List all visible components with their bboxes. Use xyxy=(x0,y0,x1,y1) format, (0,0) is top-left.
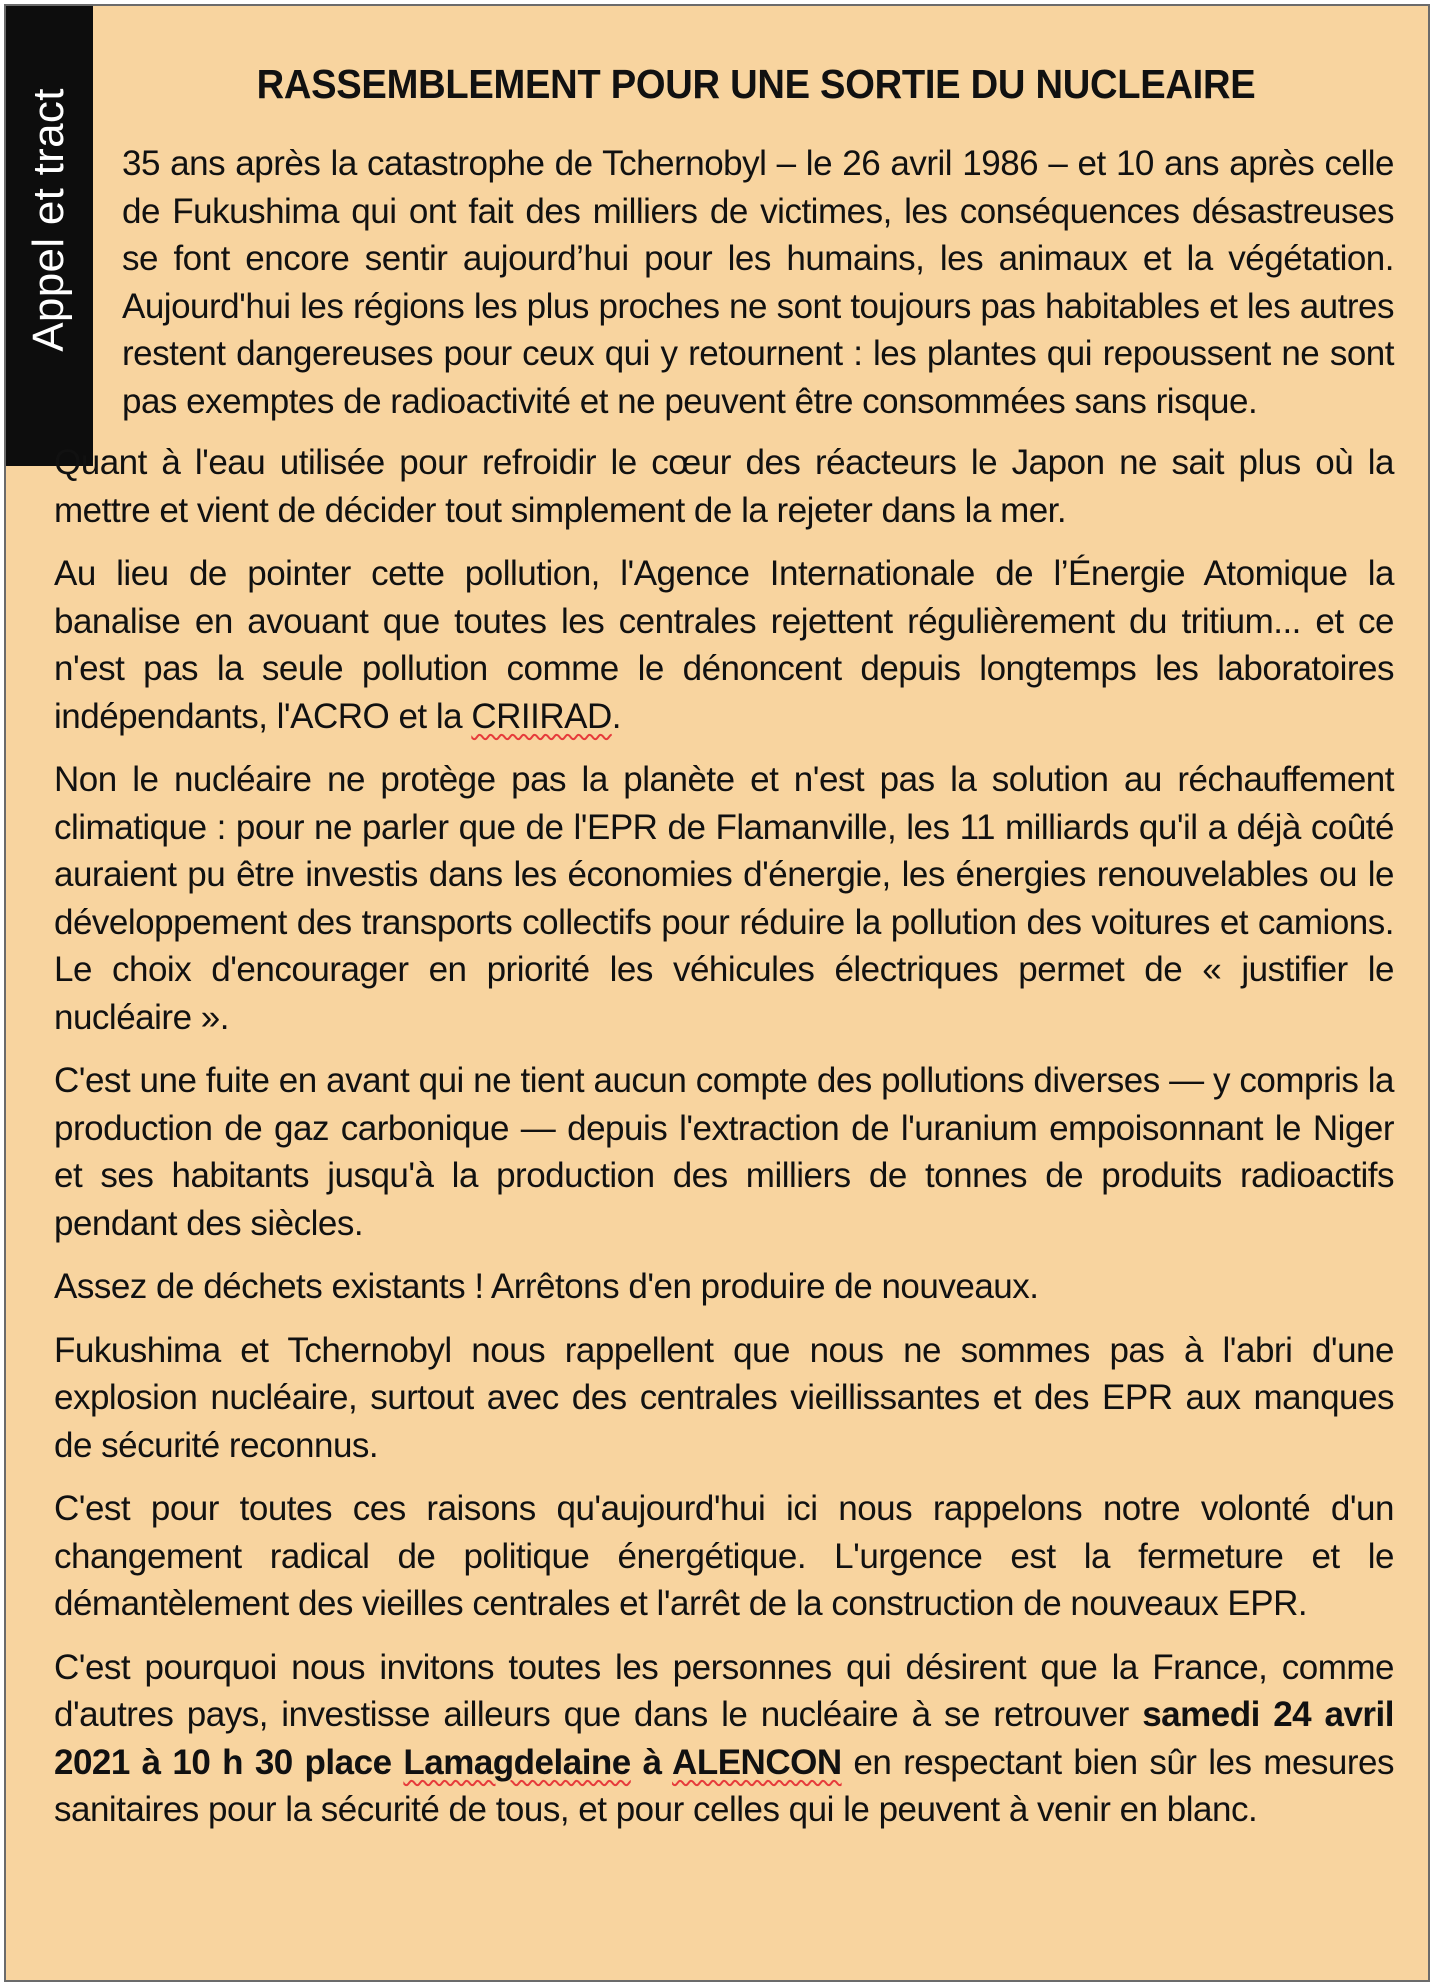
paragraph-water: Quant à l'eau utilisée pour refroidir le cœur des réacteurs le Japon ne sait plus où la mettre et vient de décider tout simplement de la rejeter dans la mer. xyxy=(54,443,1394,530)
paragraph-iaea xyxy=(54,550,1394,740)
paragraph-pollution: C'est une fuite en avant qui ne tient aucun compte des pollutions diverses — y compris la production de gaz carbonique — depuis l'extraction de l'uranium empoisonnant le Niger et ses habitants jusqu'à la production des milliers de tonnes de produits radioactifs pendant des siècles. xyxy=(54,1061,1394,1243)
spellcheck-flag-criirad: CRIIRAD xyxy=(471,696,612,736)
event-place: Lamagdelaine xyxy=(403,1742,631,1782)
event-city: ALENCON xyxy=(672,1742,842,1782)
paragraph-intro: 35 ans après la catastrophe de Tchernobyl – le 26 avril 1986 – et 10 ans après celle de Fukushima qui ont fait des milliers de victimes, les conséquences désastreuses se font encore sentir aujourd’hui pour les humains, les animaux et la végétation. Aujourd'hui les régions les plus proches ne sont toujours pas habitables et les autres restent dangereuses pour ceux qui y retournent : les plantes qui repoussent ne sont pas exemptes de radioactivité et ne peuvent être consommées sans risque. xyxy=(122,144,1394,421)
paragraph-iaea-end: . xyxy=(611,696,621,736)
invitation-intro: C'est pourquoi nous invitons toutes les personnes qui désirent que la France, comme d'autres pays, investisse ailleurs que dans le nucléaire à se retrouver xyxy=(54,1647,1394,1734)
invitation-outro: en respectant bien sûr les mesures sanitaires pour la sécurité de tous, et pour celles qui le peuvent à venir en blanc. xyxy=(54,1742,1394,1829)
page-title: RASSEMBLEMENT POUR UNE SORTIE DU NUCLEAIRE xyxy=(256,61,1256,107)
body-text xyxy=(54,140,1394,1850)
event-connector: à xyxy=(630,1742,673,1782)
paragraph-waste: Assez de déchets existants ! Arrêtons d'en produire de nouveaux. xyxy=(54,1267,1039,1306)
side-tab-label: Appel et tract xyxy=(24,88,73,352)
event-date-time: samedi 24 avril 2021 à 10 h 30 place xyxy=(54,1695,1394,1782)
paragraph-reminder: Fukushima et Tchernobyl nous rappellent que nous ne sommes pas à l'abri d'une explosion nucléaire, surtout avec des centrales vieillissantes et des EPR aux manques de sécurité reconnus. xyxy=(54,1330,1394,1465)
paragraph-climate: Non le nucléaire ne protège pas la planète et n'est pas la solution au réchauffement climatique : pour ne parler que de l'EPR de Flamanville, les 11 milliards qu'il a déjà coûté auraient pu être investis dans les économies d'énergie, les énergies renouvelables ou le développement des transports collectifs pour réduire la pollution des voitures et camions. Le choix d'encourager en priorité les véhicules électriques permet de « justifier le nucléaire ». xyxy=(54,760,1394,1037)
paragraph-policy: C'est pour toutes ces raisons qu'aujourd'hui ici nous rappelons notre volonté d'un changement radical de politique énergétique. L'urgence est la fermeture et le démantèlement des vieilles centrales et l'arrêt de la construction de nouveaux EPR. xyxy=(54,1489,1394,1623)
paragraph-invitation xyxy=(54,1644,1394,1834)
paragraph-iaea-text: Au lieu de pointer cette pollution, l'Agence Internationale de l’Énergie Atomique la banalise en avouant que toutes les centrales rejettent régulièrement du tritium... et ce n'est pas la seule pollution comme le dénoncent depuis longtemps les laboratoires indépendants, l'ACRO et la xyxy=(54,554,1394,736)
tract-page xyxy=(4,4,1430,1982)
